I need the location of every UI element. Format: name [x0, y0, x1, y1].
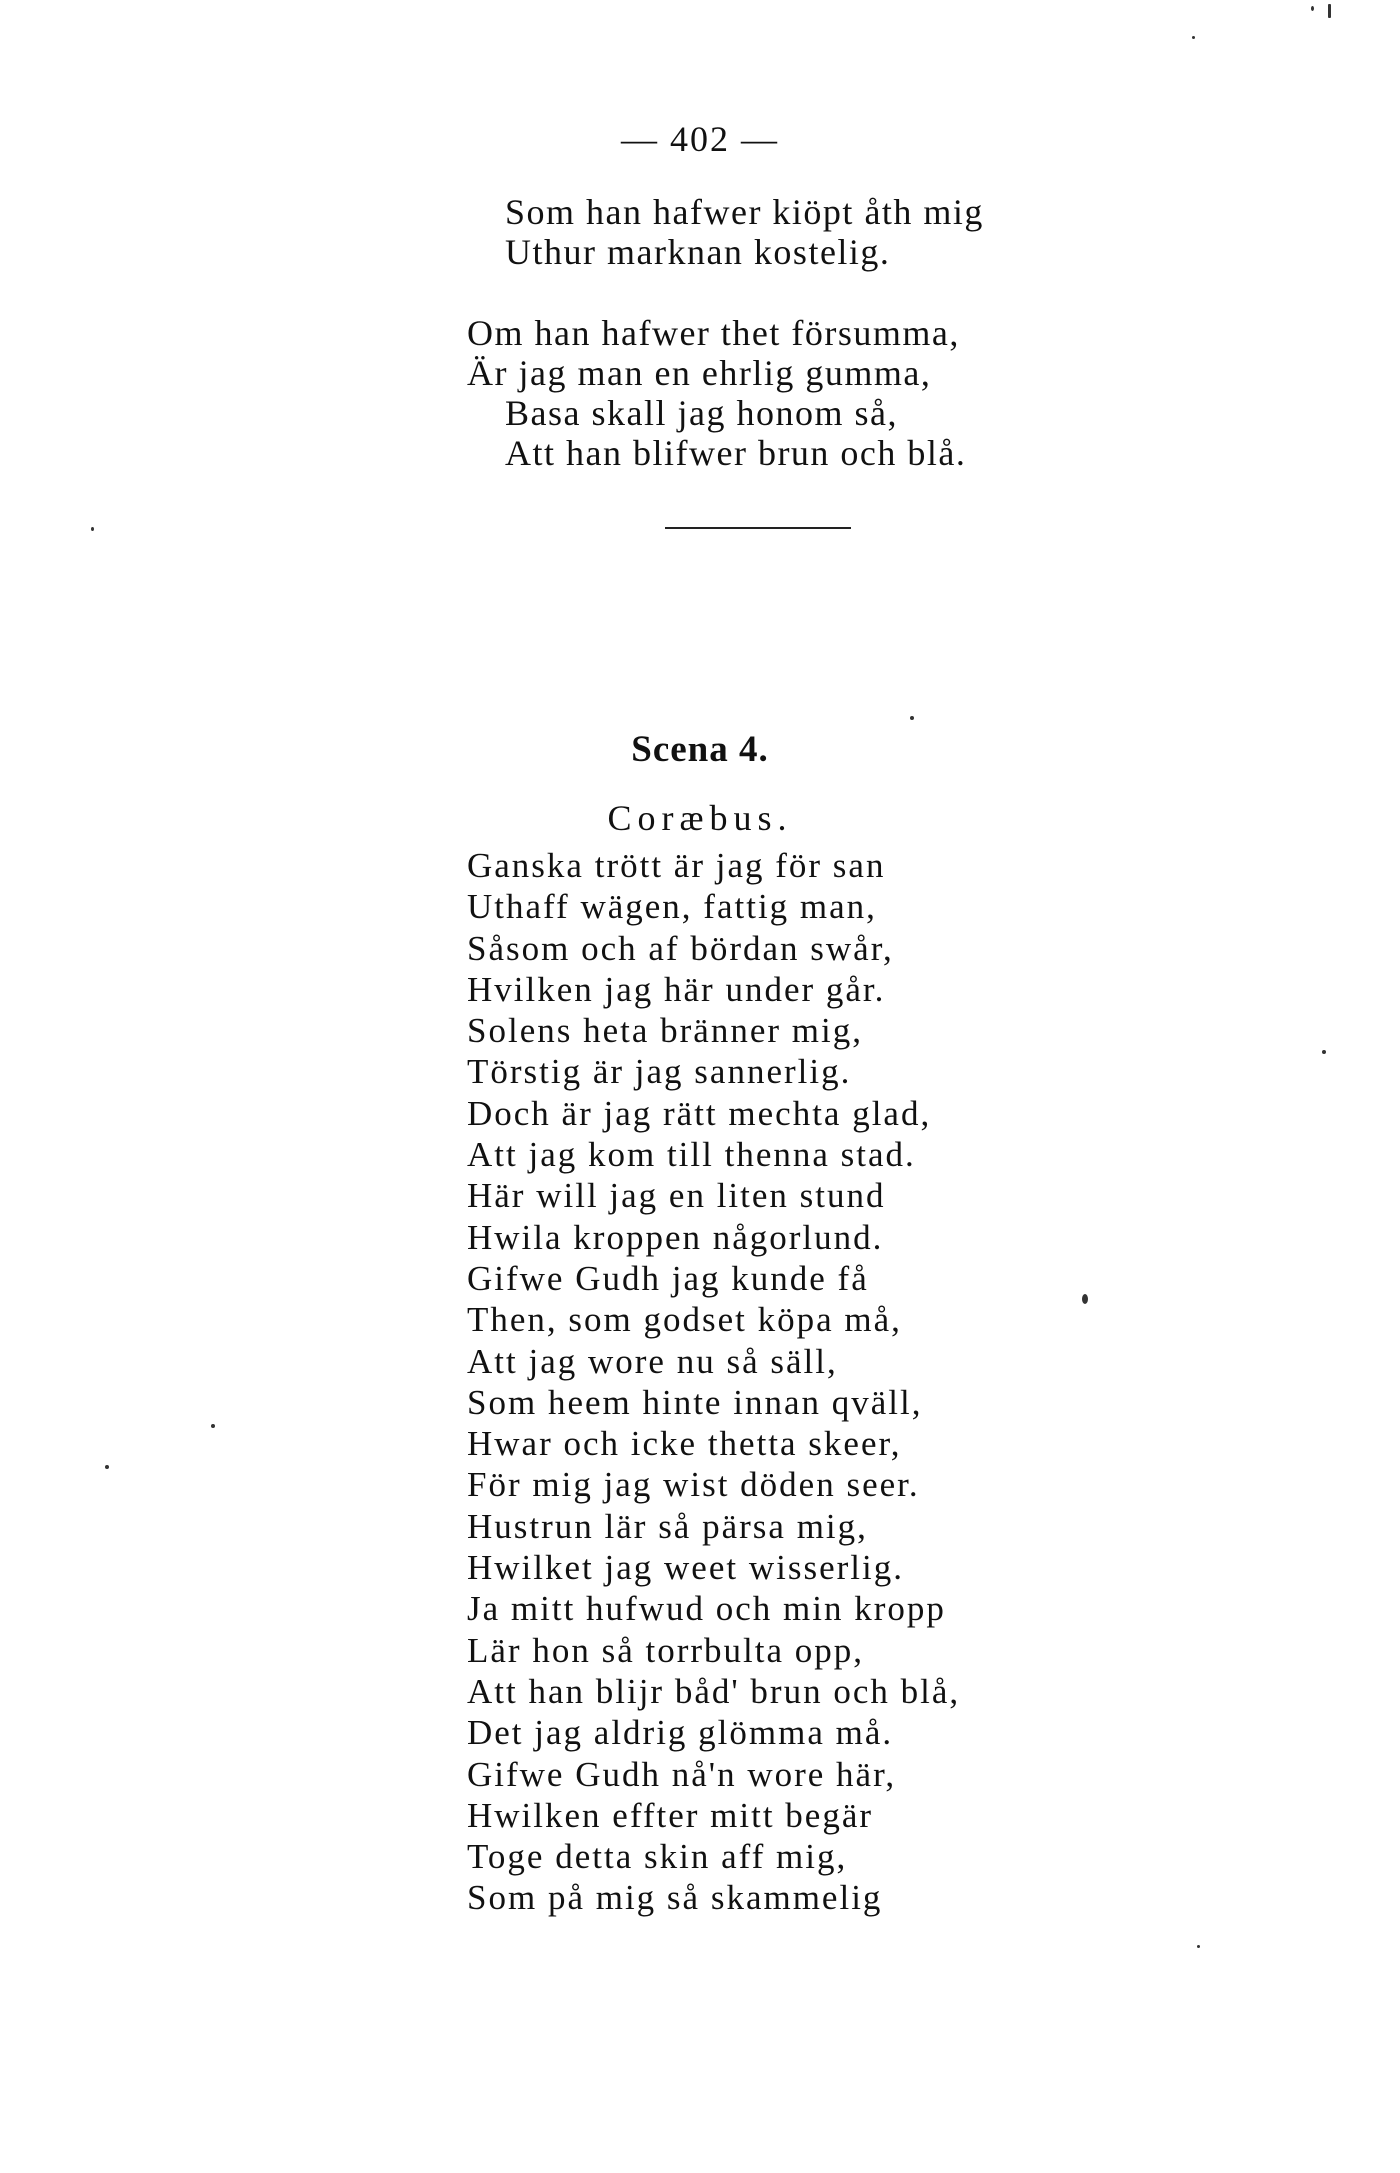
stanza-line: Uthur marknan kostelig. [505, 232, 891, 272]
scan-speck [1322, 1050, 1326, 1054]
verse-line: Hwilken effter mitt begär [467, 1795, 874, 1835]
scan-speck [211, 1424, 215, 1428]
verse-line: Som på mig så skammelig [467, 1878, 883, 1918]
verse-line: Att jag kom till thenna stad. [467, 1135, 916, 1175]
verse-line: Att han blijr båd' brun och blå, [467, 1671, 961, 1711]
verse-line: Toge detta skin aff mig, [467, 1837, 848, 1877]
verse-line: Gifwe Gudh nå'n wore här, [467, 1754, 897, 1794]
scan-speck [1192, 36, 1195, 39]
verse-line: Gifwe Gudh jag kunde få [467, 1258, 869, 1298]
verse-line: Lär hon så torrbulta opp, [467, 1630, 864, 1670]
verse-line: Här will jag en liten stund [467, 1176, 886, 1216]
stanza-line: Basa skall jag honom så, [505, 393, 898, 433]
verse-line: Ja mitt hufwud och min kropp [467, 1589, 946, 1629]
verse-block [467, 845, 960, 1919]
scan-speck [1311, 6, 1314, 11]
verse-line: Then, som godset köpa må, [467, 1300, 902, 1340]
scan-speck [1197, 1945, 1200, 1948]
scene-title: Scena 4. [631, 729, 769, 770]
page-number: — 402 — [621, 119, 779, 159]
stanza-2 [467, 313, 966, 473]
verse-line: Ganska trött är jag för san [467, 846, 886, 885]
stanza-line: Är jag man en ehrlig gumma, [467, 353, 932, 393]
verse-line: Doch är jag rätt mechta glad, [467, 1093, 932, 1133]
verse-line: Hustrun lär så pärsa mig, [467, 1506, 868, 1546]
verse-line: Hwila kroppen någorlund. [467, 1217, 884, 1257]
stanza-1 [505, 192, 984, 272]
section-divider [665, 527, 851, 529]
stanza-line: Som han hafwer kiöpt åth mig [505, 192, 984, 232]
scan-speck [91, 527, 94, 531]
verse-line: Uthaff wägen, fattig man, [467, 887, 877, 927]
scan-speck [1082, 1294, 1088, 1304]
speaker-name: Coræbus. [607, 798, 793, 838]
verse-line: Såsom och af bördan swår, [467, 928, 894, 968]
verse-line: För mig jag wist döden seer. [467, 1465, 920, 1505]
scan-speck [910, 716, 914, 720]
stanza-line: Om han hafwer thet försumma, [467, 313, 960, 353]
verse-line: Som heem hinte innan qväll, [467, 1382, 923, 1422]
verse-line: Det jag aldrig glömma må. [467, 1713, 894, 1753]
scan-speck [105, 1465, 109, 1469]
stanza-line: Att han blifwer brun och blå. [505, 433, 967, 473]
verse-line: Törstig är jag sannerlig. [467, 1052, 852, 1092]
scan-speck [1328, 4, 1331, 18]
verse-line: Hwar och icke thetta skeer, [467, 1424, 902, 1464]
verse-line: Att jag wore nu så säll, [467, 1341, 838, 1381]
verse-line: Hvilken jag här under går. [467, 969, 886, 1009]
verse-line: Hwilket jag weet wisserlig. [467, 1548, 904, 1588]
verse-line: Solens heta bränner mig, [467, 1011, 863, 1051]
